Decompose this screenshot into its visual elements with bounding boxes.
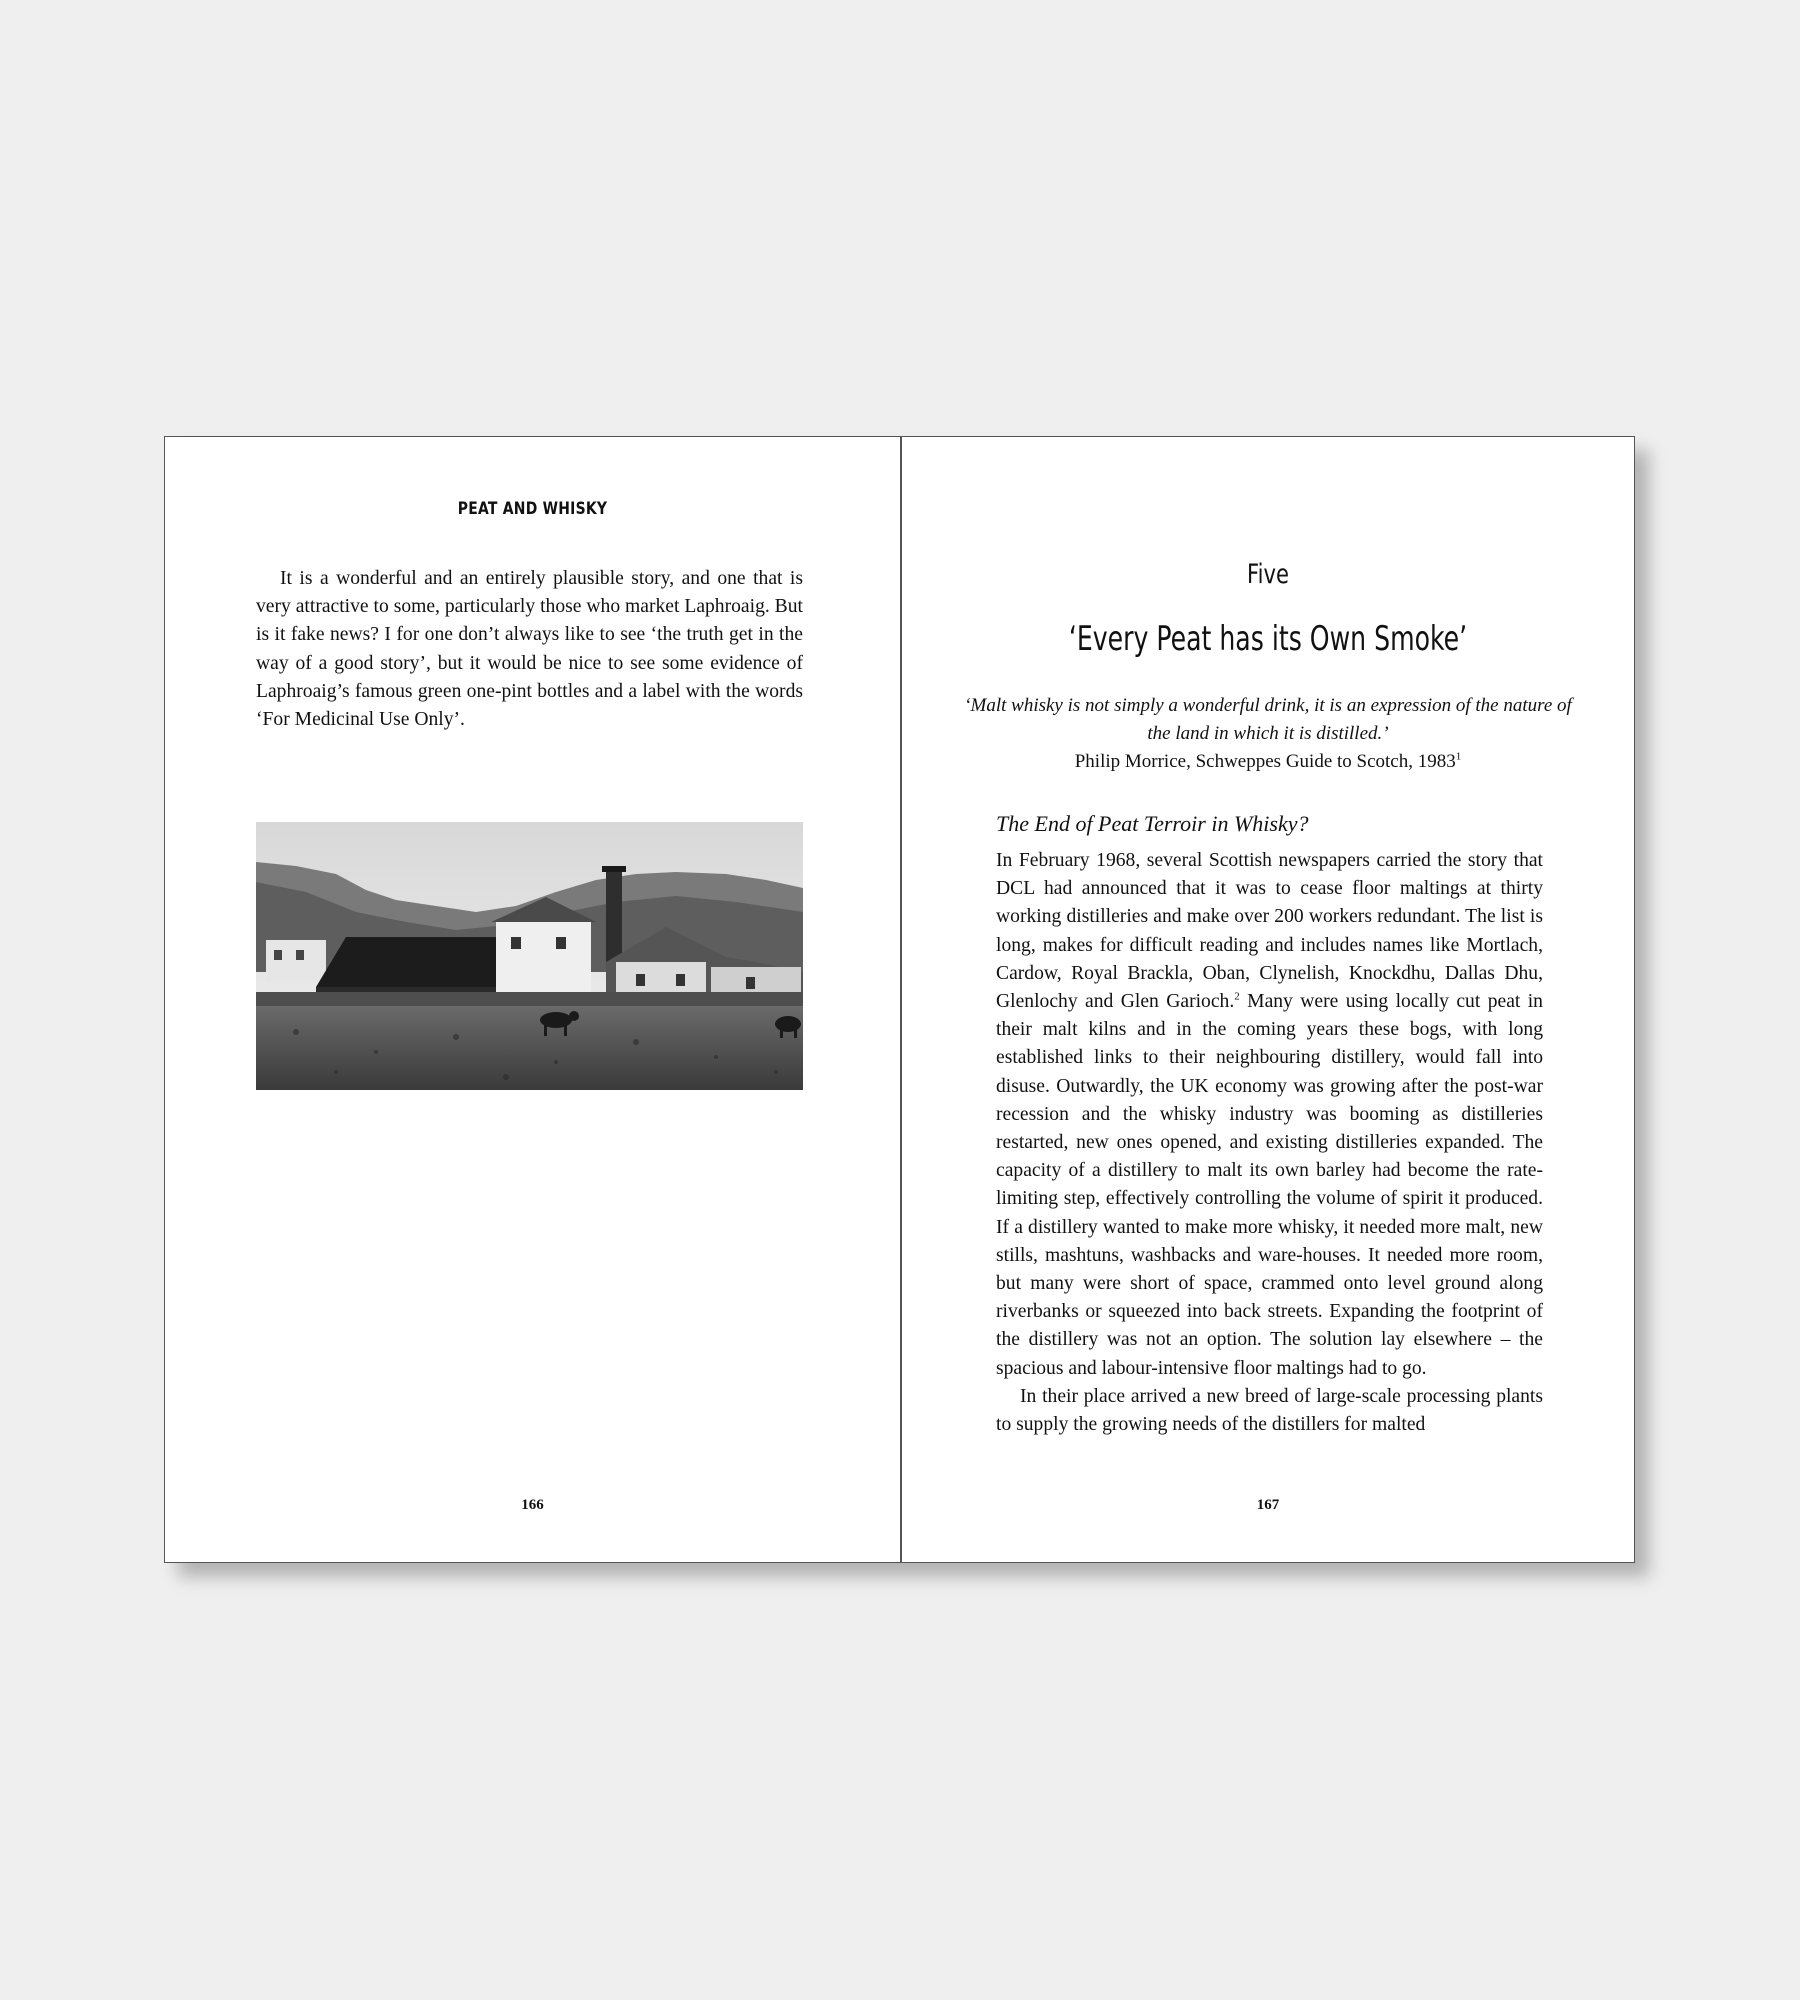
chapter-title: ‘Every Peat has its Own Smoke’ (1068, 619, 1468, 659)
running-head: PEAT AND WHISKY (457, 499, 608, 519)
page-number: 167 (1256, 1497, 1280, 1513)
paragraph-1-start: In February 1968, several Scottish newspapers carried the story that DCL had announced that it was to cease floor maltings at thirty working distilleries and make over 200 workers redundant. The list is long, makes for difficult reading and includes names like Mortlach, Cardow, Royal Brackla, Oban, Clynelish, Knockdhu, Dallas Dhu, Glenlochy and Glen Garioch. (996, 850, 1543, 1013)
epigraph-quote: ‘Malt whisky is not simply a wonderful drink, it is an expression of the nature of the land in which it is distilled.’ (964, 695, 1572, 744)
section-heading: The End of Peat Terroir in Whisky? (996, 811, 1309, 836)
distillery-photograph (256, 822, 803, 1090)
body-paragraph-1 (996, 847, 1543, 1383)
epigraph-attribution-text: Philip Morrice, Schweppes Guide to Scotch, 1983 (1074, 751, 1456, 772)
left-page (165, 437, 900, 1562)
chapter-number: Five (1247, 559, 1289, 590)
footnote-marker: 2 (1234, 990, 1240, 1003)
epigraph (962, 692, 1574, 776)
paragraph-1-rest: Many were using locally cut peat in their malt kilns and in the coming years these bogs, with long established links to their neighbouring distillery, would fall into disuse. Outwardly, the UK economy was growing after the post-war recession and the whisky industry was booming as distilleries restarted, new ones opened, and existing distilleries expanded. The capacity of a distillery to malt its own barley had become the rate-limiting step, effectively controlling the volume of spirit it produced. If a distillery wanted to make more whisky, it needed more malt, new stills, mashtuns, washbacks and ware-houses. It needed more room, but many were short of space, crammed onto level ground along riverbanks or squeezed into back streets. Expanding the footprint of the distillery was not an option. The solution lay elsewhere – the spacious and labour-intensive floor maltings had to go. (996, 991, 1543, 1379)
page-number: 166 (521, 1497, 544, 1513)
left-body-paragraph: It is a wonderful and an entirely plausible story, and one that is very attractive to some, particularly those who market Laphroaig. But is it fake news? I for one don’t always like to see ‘the truth get in the way of a good story’, but it would be nice to see some evidence of Laphroaig’s famous green one-pint bottles and a label with the words ‘For Medicinal Use Only’. (256, 568, 803, 731)
epigraph-attribution (962, 748, 1574, 776)
body-paragraph-2: In their place arrived a new breed of large-scale processing plants to supply the growing needs of the distillers for malted (996, 1385, 1543, 1436)
right-body-text (996, 847, 1543, 1439)
footnote-marker: 1 (1455, 750, 1462, 763)
book-spread (164, 436, 1635, 1563)
right-page (902, 437, 1634, 1562)
